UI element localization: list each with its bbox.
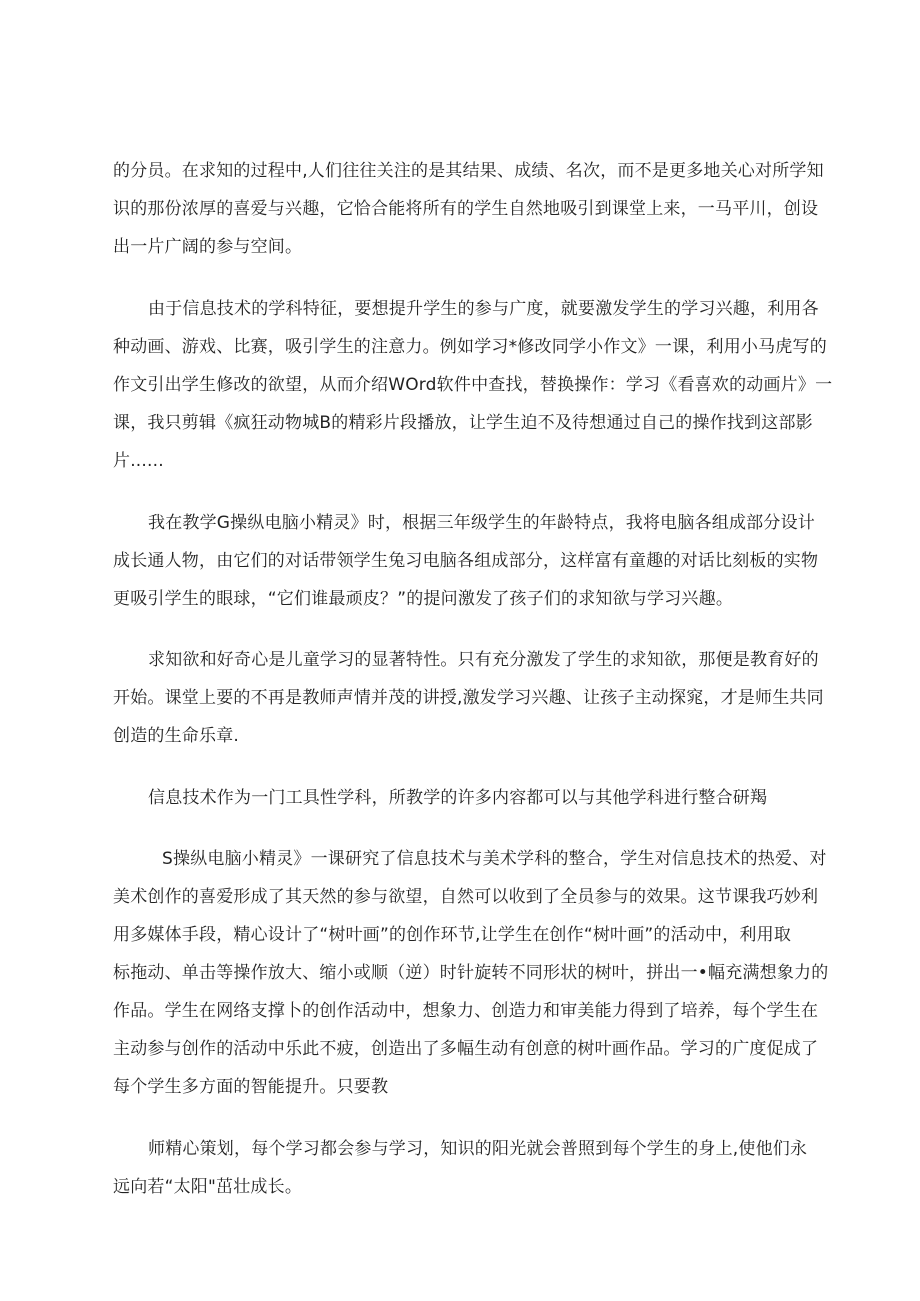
paragraph-3-line-1: 我在教学G操纵电脑小精灵》时，根据三年级学生的年龄特点，我将电脑各组成部分设计 <box>148 513 815 533</box>
paragraph-5-line-1: 信息技术作为一门工具性学科，所教学的许多内容都可以与其他学科进行整合研羯 <box>148 788 768 808</box>
paragraph-4-line-3: 创造的生命乐章. <box>113 726 240 746</box>
paragraph-1-line-3: 出一片广阔的参与空间。 <box>113 237 303 257</box>
paragraph-2-line-4: 课，我只剪辑《疯狂动物城B的精彩片段播放，让学生迫不及待想通过自己的操作找到这部影 <box>113 413 813 433</box>
paragraph-6-line-1: S操纵电脑小精灵》一课研究了信息技术与美术学科的整合，学生对信息技术的热爱、对 <box>162 849 827 869</box>
paragraph-2-line-3: 作文引出学生修改的欲望，从而介绍WOrd软件中查找，替换操作：学习《看喜欢的动画片》一 <box>113 375 833 395</box>
paragraph-6-line-5: 作品。学生在网络支撑卜的创作活动中，想象力、创造力和审美能力得到了培养，每个学生在 <box>113 1001 819 1021</box>
paragraph-3-line-2: 成长通人物，由它们的对话带领学生兔习电脑各组成部分，这样富有童趣的对话比刻板的实物 <box>113 551 819 571</box>
paragraph-6-line-2: 美术创作的喜爱形成了其天然的参与欲望，自然可以收到了全员参与的效果。这节课我巧妙利 <box>113 887 819 907</box>
paragraph-7-line-2: 远向若“太阳"茁壮成长。 <box>113 1177 303 1197</box>
paragraph-6-line-3: 用多媒体手段，精心设计了“树叶画”的创作环节,让学生在创作“树叶画”的活动中，利用取 <box>113 925 792 945</box>
paragraph-2-line-5: 片...... <box>113 451 164 471</box>
paragraph-1-line-1: 的分员。在求知的过程中,人们往往关注的是其结果、成绩、名次，而不是更多地关心对所学知 <box>113 161 824 181</box>
paragraph-7-line-1: 师精心策划，每个学习都会参与学习，知识的阳光就会普照到每个学生的身上,使他们永 <box>148 1139 808 1159</box>
paragraph-3-line-3: 更吸引学生的眼球，“它们谁最顽皮？”的提问激发了孩子们的求知欲与学习兴趣。 <box>113 589 734 609</box>
paragraph-6-line-4: 标拖动、单击等操作放大、缩小或顺（逆）时针旋转不同形状的树叶，拼出一•幅充满想象力的 <box>113 963 829 983</box>
paragraph-4-line-1: 求知欲和好奇心是儿童学习的显著特性。只有充分激发了学生的求知欲，那便是教育好的 <box>148 650 819 670</box>
paragraph-6-line-6: 主动参与创作的活动中乐此不疲，创造出了多幅生动有创意的树叶画作品。学习的广度促成了 <box>113 1039 819 1059</box>
paragraph-6-line-7: 每个学生多方面的智能提升。只要教 <box>113 1077 389 1097</box>
paragraph-2-line-2: 种动画、游戏、比赛，吸引学生的注意力。例如学习*修改同学小作文》一课，利用小马虎写的 <box>113 337 827 357</box>
paragraph-2-line-1: 由于信息技术的学科特征，要想提升学生的参与广度，就要激发学生的学习兴趣，利用各 <box>148 299 819 319</box>
paragraph-4-line-2: 开始。课堂上要的不再是教师声情并茂的讲授,激发学习兴趣、让孩子主动探窕，才是师生共同 <box>113 688 824 708</box>
paragraph-1-line-2: 识的那份浓厚的喜爱与兴趣，它恰合能将所有的学生自然地吸引到课堂上来，一马平川，创设 <box>113 199 819 219</box>
